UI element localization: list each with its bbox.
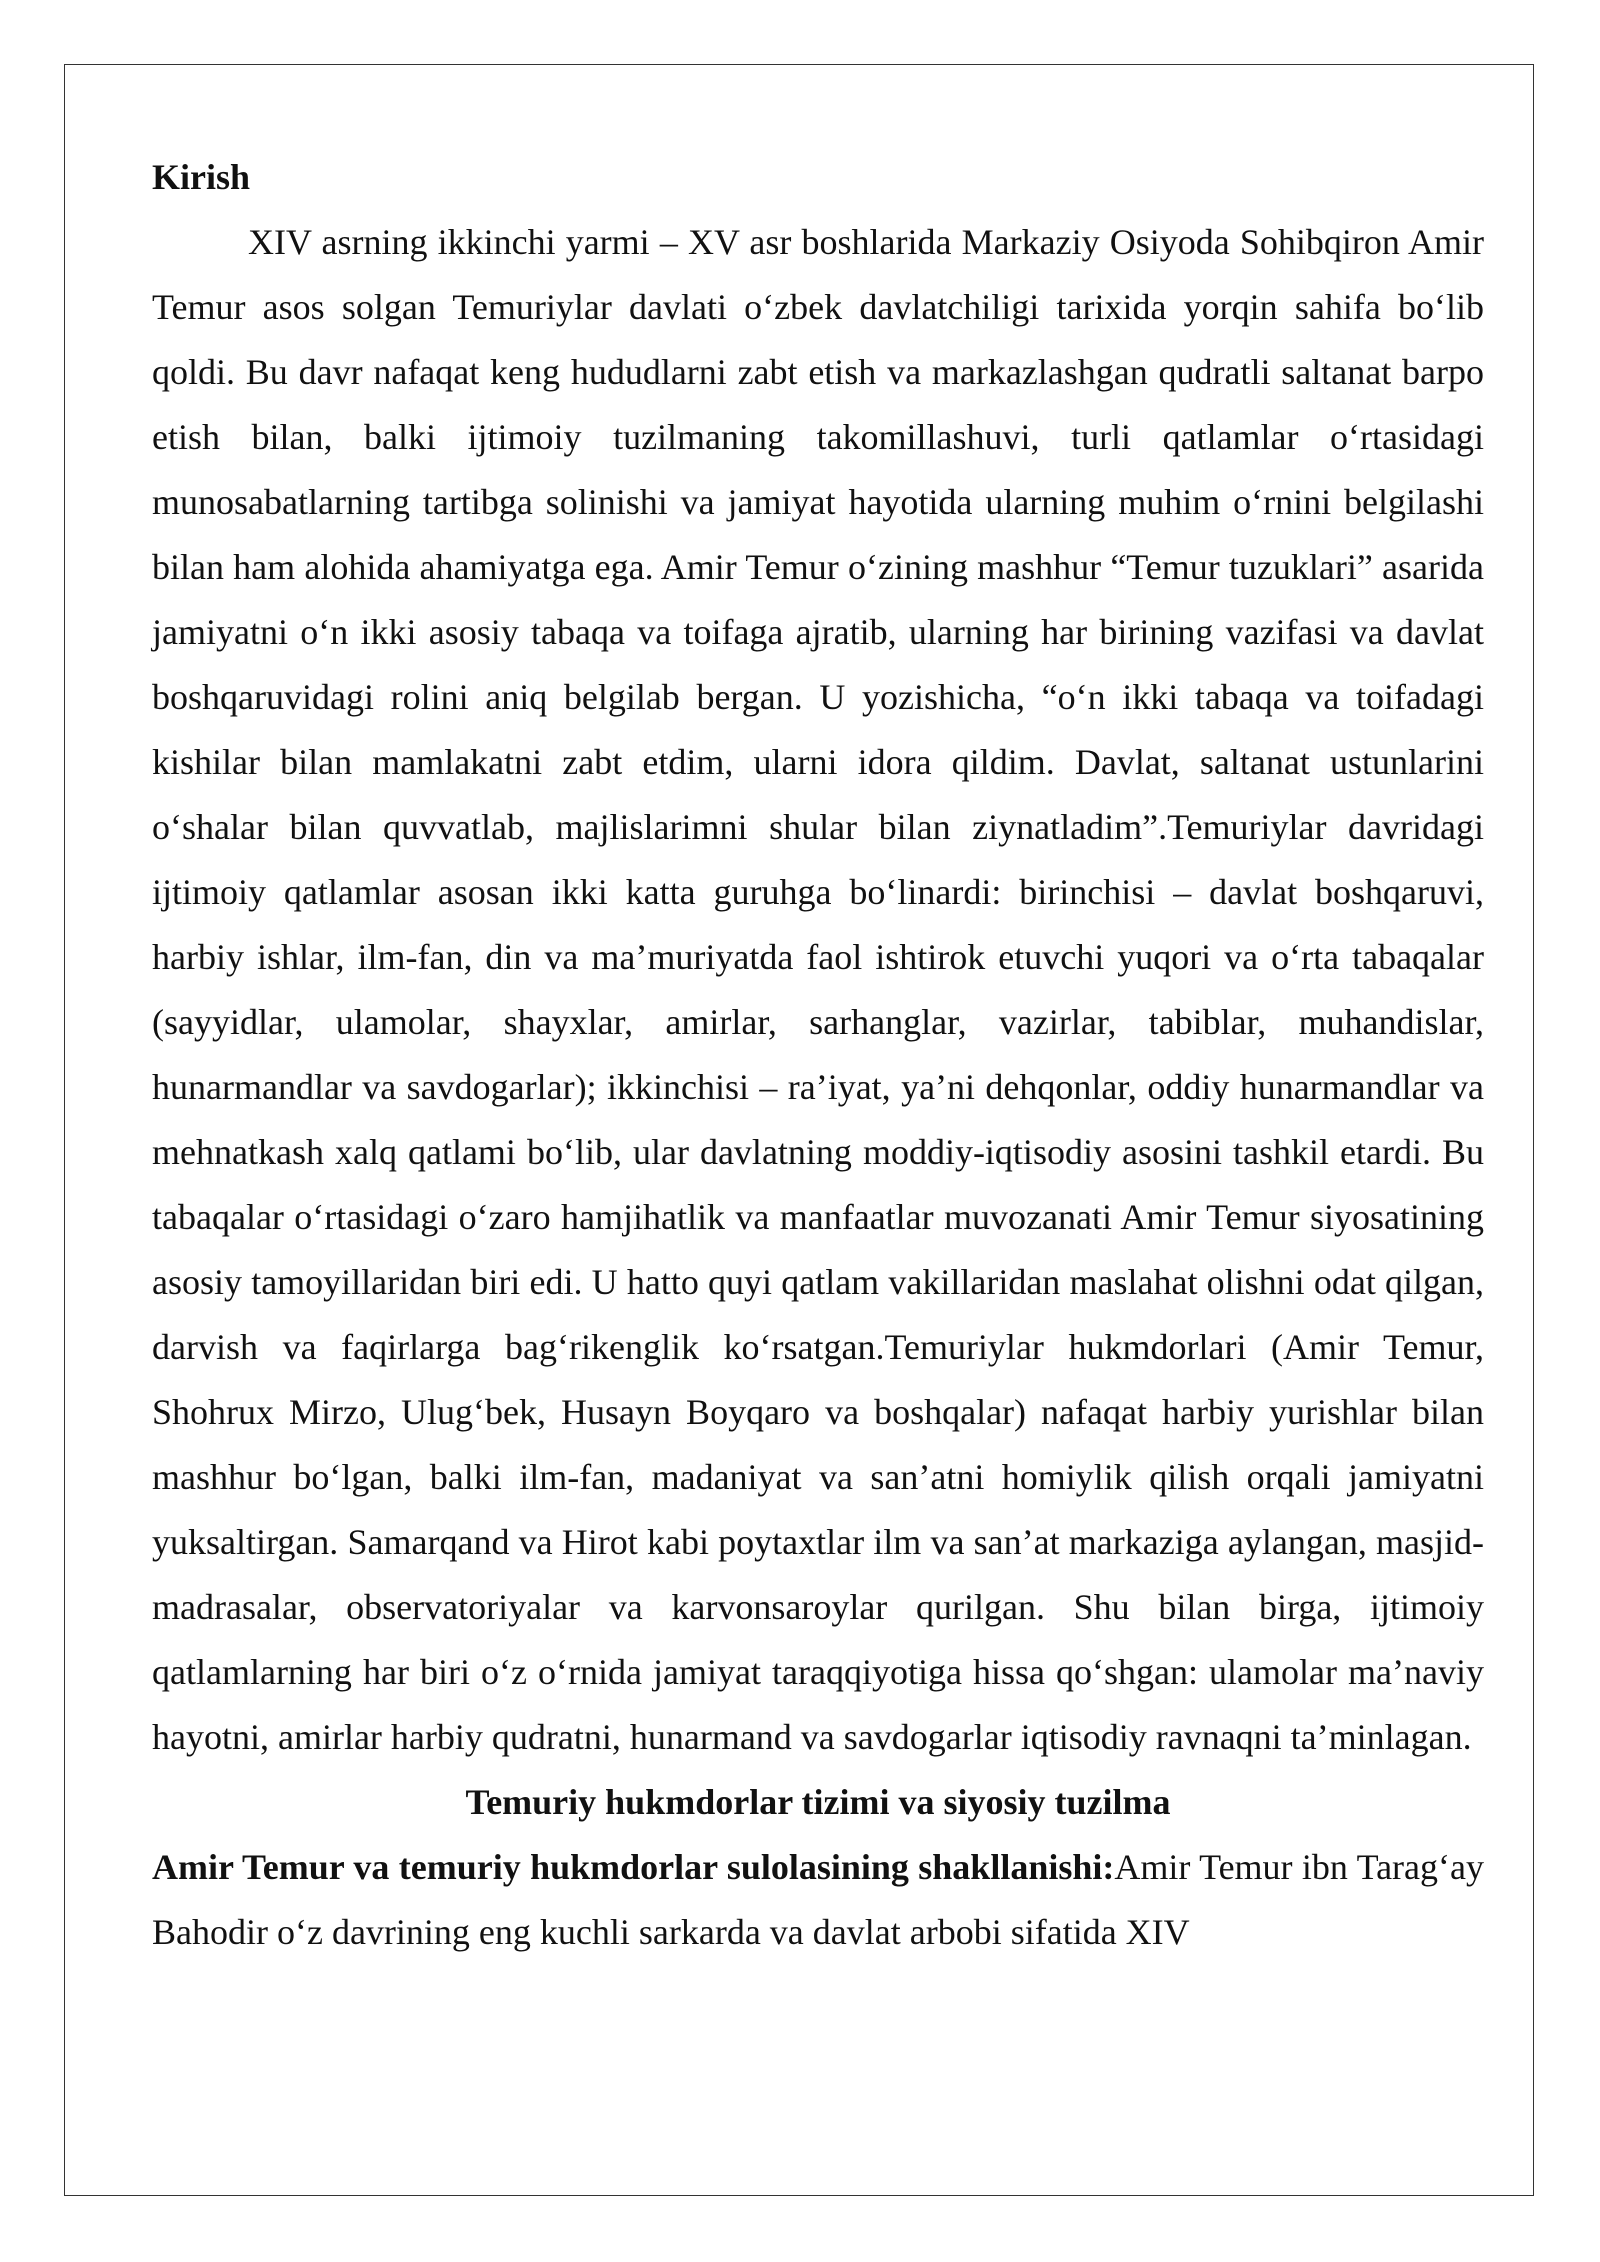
intro-paragraph: XIV asrning ikkinchi yarmi – XV asr boshlarida Markaziy Osiyoda Sohibqiron Amir Temur asos solgan Temuriylar davlati o‘zbek davlatchiligi tarixida yorqin sahifa bo‘lib qoldi. Bu davr nafaqat keng hududlarni zabt etish va markazlashgan qudratli saltanat barpo etish bilan, balki ijtimoiy tuzilmaning takomillashuvi, turli qatlamlar o‘rtasidagi munosabatlarning tartibga solinishi va jamiyat hayotida ularning muhim o‘rnini belgilashi bilan ham alohida ahamiyatga ega. Amir Temur o‘zining mashhur “Temur tuzuklari” asarida jamiyatni o‘n ikki asosiy tabaqa va toifaga ajratib, ularning har birining vazifasi va davlat boshqaruvidagi rolini aniq belgilab bergan. U yozishicha, “o‘n ikki tabaqa va toifadagi kishilar bilan mamlakatni zabt etdim, ularni idora qildim. Davlat, saltanat ustunlarini o‘shalar bilan quvvatlab, majlislarimni shular bilan ziynatladim”.Temuriylar davridagi ijtimoiy qatlamlar asosan ikki katta guruhga bo‘linardi: birinchisi – davlat boshqaruvi, harbiy ishlar, ilm-fan, din va ma’muriyatda faol ishtirok etuvchi yuqori va o‘rta tabaqalar (sayyidlar, ulamolar, shayxlar, amirlar, sarhanglar, vazirlar, tabiblar, muhandislar, hunarmandlar va savdogarlar); ikkinchisi – ra’iyat, ya’ni dehqonlar, oddiy hunarmandlar va mehnatkash xalq qatlami bo‘lib, ular davlatning moddiy-iqtisodiy asosini tashkil etardi. Bu tabaqalar o‘rtasidagi o‘zaro hamjihatlik va manfaatlar muvozanati Amir Temur siyosatining asosiy tamoyillaridan biri edi. U hatto quyi qatlam vakillaridan maslahat olishni odat qilgan, darvish va faqirlarga bag‘rikenglik ko‘rsatgan.Temuriylar hukmdorlari (Amir Temur, Shohrux Mirzo, Ulug‘bek, Husayn Boyqaro va boshqalar) nafaqat harbiy yurishlar bilan mashhur bo‘lgan, balki ilm-fan, madaniyat va san’atni homiylik qilish orqali jamiyatni yuksaltirgan. Samarqand va Hirot kabi poytaxtlar ilm va san’at markaziga aylangan, masjid-madrasalar, observatoriyalar va karvonsaroylar qurilgan. Shu bilan birga, ijtimoiy qatlamlarning har biri o‘z o‘rnida jamiyat taraqqiyotiga hissa qo‘shgan: ulamolar ma’naviy hayotni, amirlar harbiy qudratni, hunarmand va savdogarlar iqtisodiy ravnaqni ta’minlagan.	[152, 222, 1484, 1757]
intro-heading: Kirish	[152, 157, 251, 197]
section-title: Temuriy hukmdorlar tizimi va siyosiy tuzilma	[465, 1782, 1171, 1822]
document-body	[152, 145, 1484, 1965]
subsection-title: Amir Temur va temuriy hukmdorlar sulolasining shakllanishi:	[152, 1847, 1115, 1887]
subsection-paragraph	[152, 1835, 1484, 1965]
subsection-text: Amir Temur ibn Tarag‘ay Bahodir o‘z davrining eng kuchli sarkarda va davlat arbobi sifatida XIV	[152, 1847, 1484, 1952]
